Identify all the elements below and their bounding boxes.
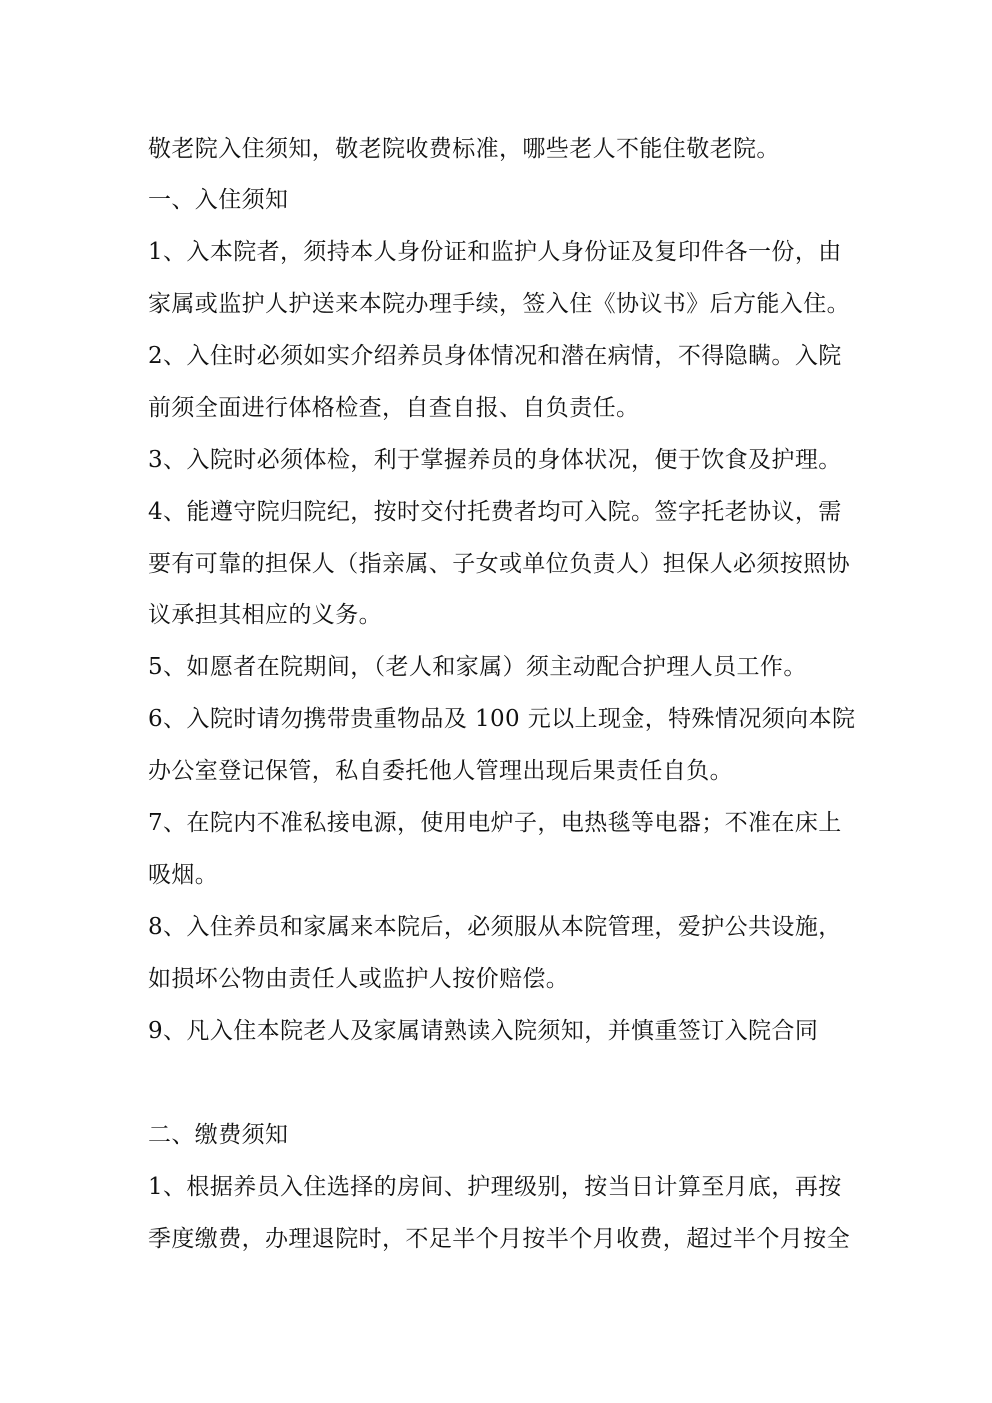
rule-4-line-2: 要有可靠的担保人（指亲属、子女或单位负责人）担保人必须按照协: [148, 551, 850, 577]
section-2-title: 二、缴费须知: [148, 1122, 289, 1148]
fee-1-line-2: 季度缴费，办理退院时，不足半个月按半个月收费，超过半个月按全: [148, 1226, 850, 1252]
section-1-title: 一、入住须知: [148, 187, 289, 213]
rule-6-line-1: 6、入院时请勿携带贵重物品及 100 元以上现金，特殊情况须向本院: [148, 706, 856, 732]
rule-8-line-2: 如损坏公物由责任人或监护人按价赔偿。: [148, 966, 570, 992]
rule-6-line-2: 办公室登记保管，私自委托他人管理出现后果责任自负。: [148, 758, 733, 784]
rule-1-line-1: 1、入本院者，须持本人身份证和监护人身份证及复印件各一份，由: [148, 239, 842, 265]
fee-1-line-1: 1、根据养员入住选择的房间、护理级别，按当日计算至月底，再按: [148, 1174, 842, 1200]
intro-line: 敬老院入住须知，敬老院收费标准，哪些老人不能住敬老院。: [148, 136, 780, 162]
rule-9-line-1: 9、凡入住本院老人及家属请熟读入院须知，并慎重签订入院合同: [148, 1018, 819, 1044]
rule-1-line-2: 家属或监护人护送来本院办理手续，签入住《协议书》后方能入住。: [148, 291, 850, 317]
rule-5-line-1: 5、如愿者在院期间，（老人和家属）须主动配合护理人员工作。: [148, 654, 807, 680]
rule-2-line-1: 2、入住时必须如实介绍养员身体情况和潜在病情，不得隐瞒。入院: [148, 343, 842, 369]
rule-2-line-2: 前须全面进行体格检查，自查自报、自负责任。: [148, 395, 640, 421]
rule-3-line-1: 3、入院时必须体检，利于掌握养员的身体状况，便于饮食及护理。: [148, 447, 842, 473]
rule-7-line-1: 7、在院内不准私接电源，使用电炉子，电热毯等电器；不准在床上: [148, 810, 842, 836]
rule-8-line-1: 8、入住养员和家属来本院后，必须服从本院管理，爱护公共设施，: [148, 914, 842, 940]
rule-4-line-1: 4、能遵守院归院纪，按时交付托费者均可入院。签字托老协议，需: [148, 499, 842, 525]
rule-7-line-2: 吸烟。: [148, 862, 219, 888]
rule-4-line-3: 议承担其相应的义务。: [148, 602, 382, 628]
